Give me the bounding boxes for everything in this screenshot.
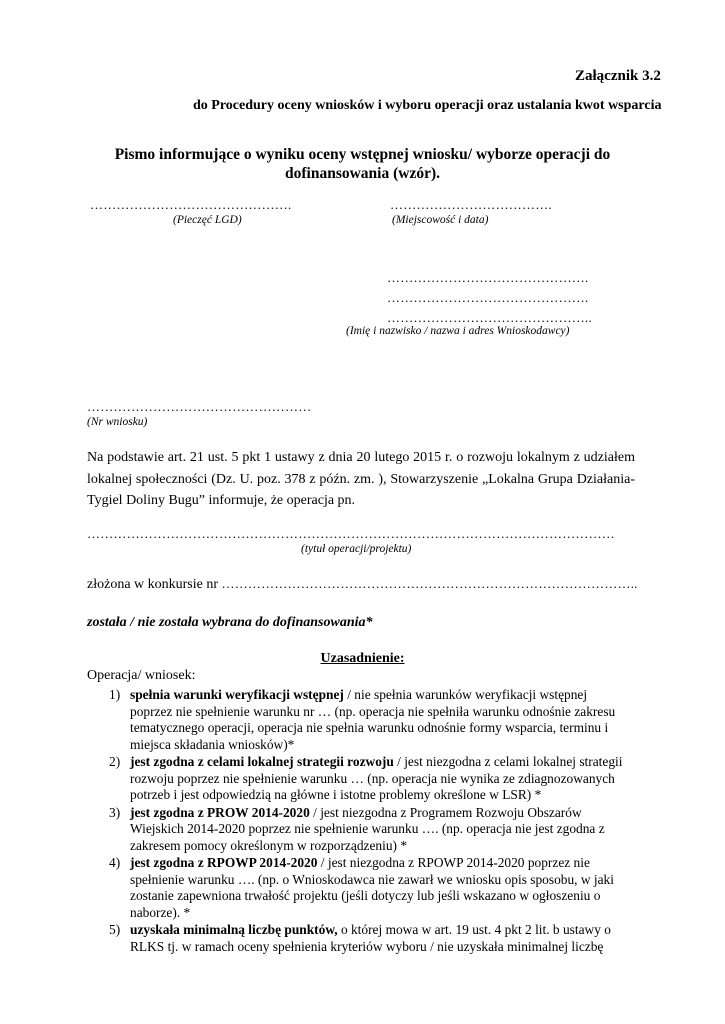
applicant-line-3: ……………………………………….. <box>387 310 592 325</box>
reason-item <box>87 754 632 804</box>
place-date-caption: (Miejscowość i data) <box>392 214 489 226</box>
reason-bold: spełnia warunki weryfikacji wstępnej <box>130 687 344 702</box>
reason-text: / nie spełnia warunków weryfikacji wstępnej poprzez nie spełnienie warunku nr … (np. operacja nie spełniła warunku odnośnie zakresu tematycznego operacji, operacja nie spełnia warunku odnośnie formy wsparcia, terminu i miejsca składania wniosków)* <box>130 687 616 752</box>
reason-item <box>87 805 632 855</box>
reason-number: 5) <box>109 922 121 937</box>
reasons-list <box>87 687 632 956</box>
reason-number: 2) <box>109 754 121 769</box>
applicant-line-1: ………………………………………. <box>387 270 589 285</box>
application-number-caption: (Nr wniosku) <box>87 416 148 428</box>
reason-number: 1) <box>109 687 121 702</box>
reason-bold: jest zgodna z PROW 2014-2020 <box>130 804 310 820</box>
reason-item <box>87 922 632 955</box>
place-date-dots: ………………………………. <box>390 197 552 212</box>
decision-line: została / nie została wybrana do dofinansowania* <box>87 615 373 630</box>
contest-line <box>87 576 638 593</box>
reason-item <box>87 687 632 753</box>
annex-subtitle: do Procedury oceny wniosków i wyboru operacji oraz ustalania kwot wsparcia <box>193 98 662 113</box>
operation-title-caption: (tytuł operacji/projektu) <box>301 543 412 555</box>
reason-number: 4) <box>109 855 121 870</box>
application-number-dots: …………………………………………… <box>87 399 312 414</box>
applicant-line-2: ………………………………………. <box>387 290 589 305</box>
reason-text: / jest niezgodna z celami lokalnej strategii rozwoju poprzez nie spełnienie warunku … (np. operacja nie wynika ze zdiagnozowanych potrzeb i jest odpowiedzią na główne i istotne problemy określone w LSR) * <box>130 754 623 802</box>
annex-number: Załącznik 3.2 <box>575 68 661 84</box>
contest-label: złożona w konkursie nr <box>87 577 219 592</box>
contest-dots: ………………………………………………………………………………….. <box>221 576 638 591</box>
reason-bold: jest zgodna z celami lokalnej strategii rozwoju <box>130 754 394 769</box>
justification-heading: Uzasadnienie: <box>320 651 405 666</box>
applicant-caption: (Imię i nazwisko / nazwa i adres Wnioskodawcy) <box>346 325 570 337</box>
operation-title-dots: ………………………………………………………………………………………………………… <box>87 526 615 541</box>
reason-bold: uzyskała minimalną liczbę punktów, <box>130 922 338 937</box>
intro-paragraph: Na podstawie art. 21 ust. 5 pkt 1 ustawy z dnia 20 lutego 2015 r. o rozwoju lokalnym z udziałem lokalnej społeczności (Dz. U. poz. 378 z późn. zm. ), Stowarzyszenie „Lokalna Grupa Działania-Tygiel Doliny Bugu” informuje, że operacja pn. <box>87 450 635 508</box>
operation-label: Operacja/ wniosek: <box>87 668 196 683</box>
stamp-caption: (Pieczęć LGD) <box>173 214 242 226</box>
reason-text: / jest niezgodna z Programem Rozwoju Obszarów Wiejskich 2014-2020 poprzez nie spełnienie warunku …. (np. operacja nie jest zgodna z zakresem pomocy określonym w rozporządzeniu) * <box>130 804 605 853</box>
document-title: Pismo informujące o wyniku oceny wstępnej wniosku/ wyborze operacji do dofinansowania (wzór). <box>114 146 611 182</box>
reason-text: o której mowa w art. 19 ust. 4 pkt 2 lit. b ustawy o RLKS tj. w ramach oceny spełnienia kryteriów wyboru / nie uzyskała minimalnej liczbę <box>130 922 611 954</box>
reason-item <box>87 855 632 921</box>
stamp-dots: ………………………………………. <box>90 197 292 212</box>
reason-text: / jest niezgodna z RPOWP 2014-2020 poprzez nie spełnienie warunku …. (np. o Wnioskodawca nie zawarł we wniosku opis sposobu, w jaki zostanie zapewniona trwałość projektu (jeśli dotyczy lub jeśli wskazano w ogłoszeniu o naborze). * <box>130 855 614 920</box>
reason-bold: jest zgodna z RPOWP 2014-2020 <box>130 855 318 870</box>
reason-number: 3) <box>109 804 121 820</box>
